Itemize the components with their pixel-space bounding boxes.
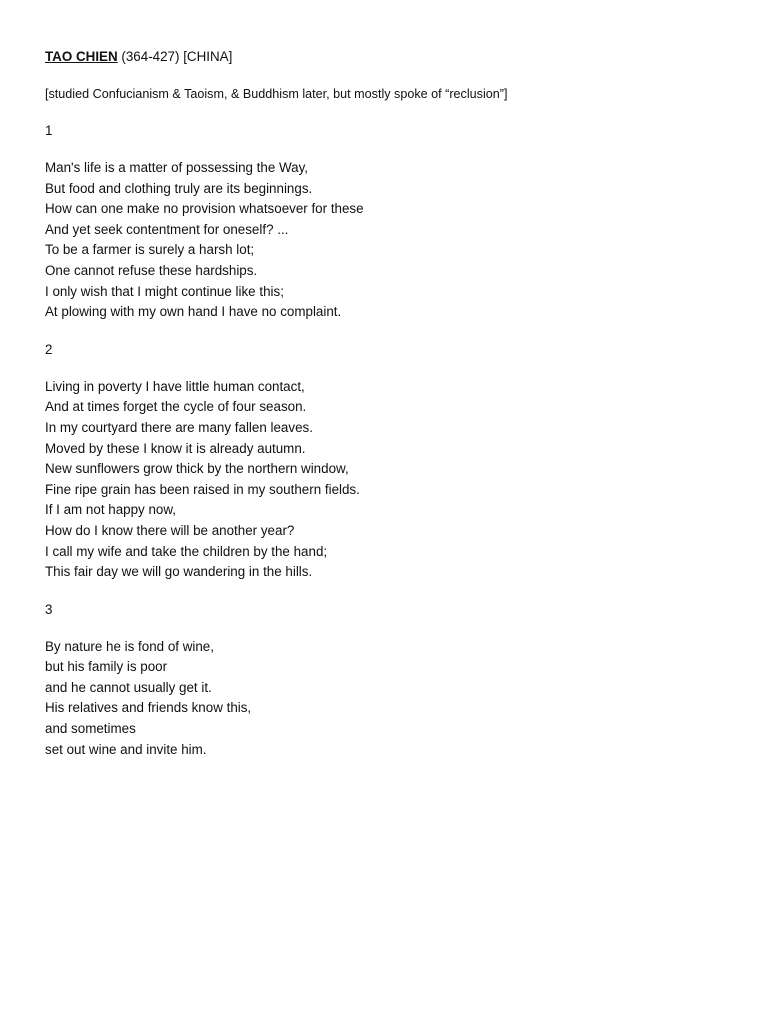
poem-line: At plowing with my own hand I have no complaint. (45, 304, 342, 320)
poem-line: New sunflowers grow thick by the northern window, (45, 461, 349, 477)
poem-line: One cannot refuse these hardships. (45, 262, 258, 278)
poem-line: but his family is poor (45, 659, 168, 675)
poem-line: Fine ripe grain has been raised in my southern fields. (45, 481, 360, 497)
poem-line: set out wine and invite him. (45, 741, 207, 757)
poem-line: In my courtyard there are many fallen leaves. (45, 419, 313, 435)
poem-line: If I am not happy now, (45, 502, 177, 518)
poem-number: 2 (45, 341, 53, 357)
poem-line: I only wish that I might continue like this; (45, 283, 284, 299)
poem-number: 3 (45, 601, 53, 617)
poem-line: By nature he is fond of wine, (45, 638, 214, 654)
poem-line: His relatives and friends know this, (45, 700, 252, 716)
poem-line: Moved by these I know it is already autumn. (45, 440, 306, 456)
poem-line: But food and clothing truly are its beginnings. (45, 180, 313, 196)
poem-line: How do I know there will be another year? (45, 522, 295, 538)
poem-line: And yet seek contentment for oneself? ... (45, 221, 289, 237)
author-name: TAO CHIEN (45, 49, 118, 64)
poem-number: 1 (45, 123, 53, 138)
author-note: [studied Confucianism & Taoism, & Buddhism later, but mostly spoke of “reclusion”] (45, 87, 508, 101)
poem-line: And at times forget the cycle of four season. (45, 399, 307, 415)
poem-line: Living in poverty I have little human contact, (45, 378, 305, 394)
poem (45, 377, 735, 583)
author-country: [CHINA] (183, 49, 233, 64)
poem-line: and sometimes (45, 721, 136, 737)
poem-line: To be a farmer is surely a harsh lot; (45, 242, 255, 258)
author-dates: (364-427) (121, 49, 180, 64)
poem-line: This fair day we will go wandering in the hills. (45, 564, 313, 580)
poem-line: and he cannot usually get it. (45, 679, 212, 695)
document-header (45, 47, 735, 67)
poem (45, 637, 735, 761)
poem-line: Man's life is a matter of possessing the Way, (45, 160, 309, 175)
poem (45, 158, 735, 323)
poem-line: I call my wife and take the children by the hand; (45, 543, 328, 559)
document-page (45, 47, 735, 760)
poem-line: How can one make no provision whatsoever for these (45, 201, 364, 217)
